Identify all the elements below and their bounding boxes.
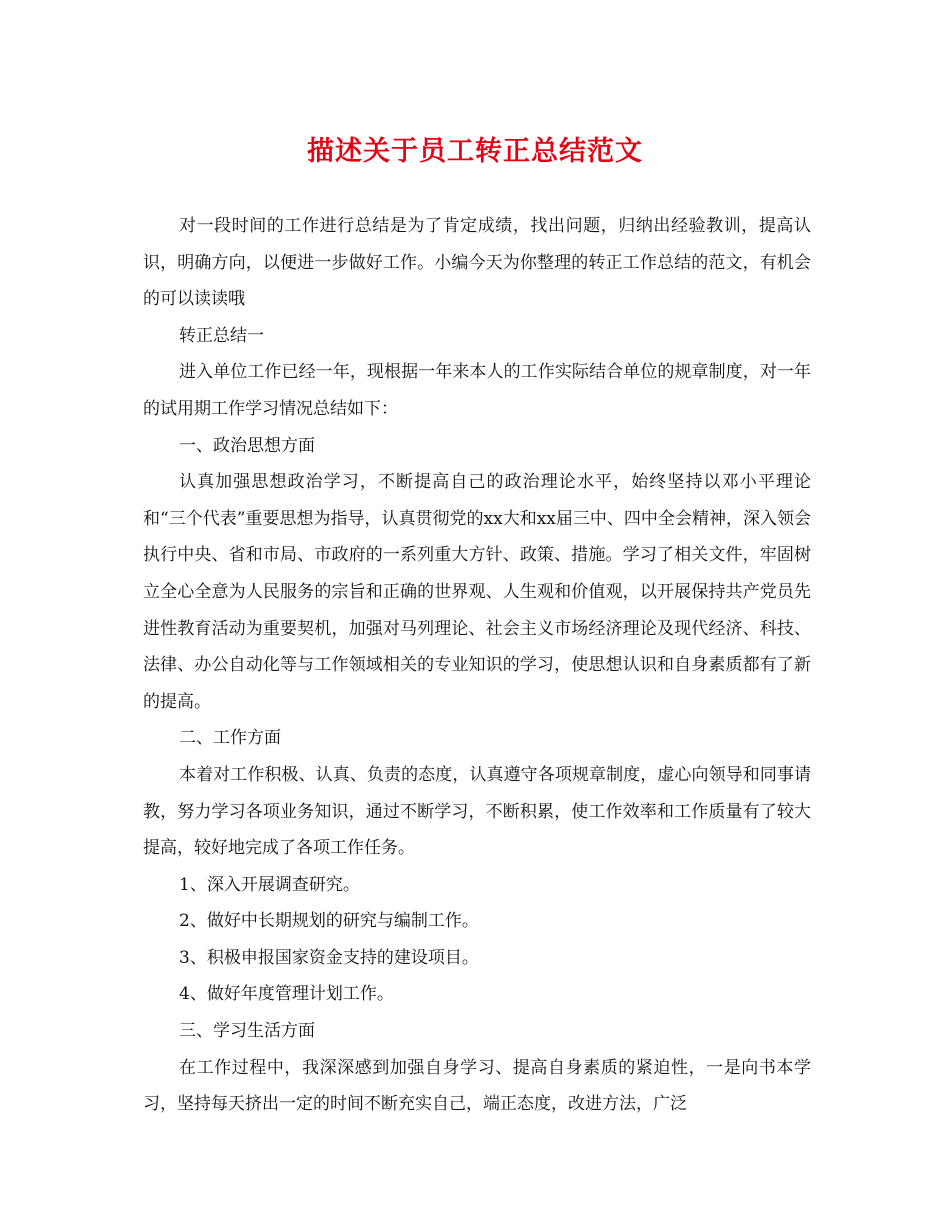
paragraph-overview: 进入单位工作已经一年，现根据一年来本人的工作实际结合单位的规章制度，对一年的试用期工作学习情况总结如下： [143,362,811,419]
section-heading-study-life: 三、学习生活方面 [179,1021,315,1042]
list-item-3: 3、积极申报国家资金支持的建设项目。 [179,947,479,968]
paragraph-political: 认真加强思想政治学习，不断提高自己的政治理论水平，始终坚持以邓小平理论和“三个代表”重要思想为指导，认真贯彻党的xx大和xx届三中、四中全会精神，深入领会执行中央、省和市局、市政府的一系列重大方针、政策、措施。学习了相关文件，牢固树立全心全意为人民服务的宗旨和正确的世界观、人生观和价值观，以开展保持共产党员先进性教育活动为重要契机，加强对马列理论、社会主义市场经济理论及现代经济、科技、法律、办公自动化等与工作领域相关的专业知识的学习，使思想认识和自身素质都有了新的提高。 [143,472,811,712]
document-body [143,208,811,1123]
section-heading-summary-one: 转正总结一 [179,325,264,346]
list-item-1: 1、深入开展调查研究。 [179,874,360,895]
section-heading-political: 一、政治思想方面 [179,435,315,456]
section-heading-work: 二、工作方面 [179,728,281,749]
intro-paragraph: 对一段时间的工作进行总结是为了肯定成绩，找出问题，归纳出经验教训，提高认识，明确方向，以便进一步做好工作。小编今天为你整理的转正工作总结的范文，有机会的可以读读哦 [143,216,811,310]
paragraph-study-life: 在工作过程中，我深深感到加强自身学习、提高自身素质的紧迫性，一是向书本学习，坚持每天挤出一定的时间不断充实自己，端正态度，改进方法，广泛 [143,1057,811,1115]
document-title: 描述关于员工转正总结范文 [307,136,643,167]
list-item-2: 2、做好中长期规划的研究与编制工作。 [179,911,479,932]
list-item-4: 4、做好年度管理计划工作。 [179,984,394,1005]
paragraph-work: 本着对工作积极、认真、负责的态度，认真遵守各项规章制度，虚心向领导和同事请教，努力学习各项业务知识，通过不断学习，不断积累，使工作效率和工作质量有了较大提高，较好地完成了各项工作任务。 [143,764,811,859]
